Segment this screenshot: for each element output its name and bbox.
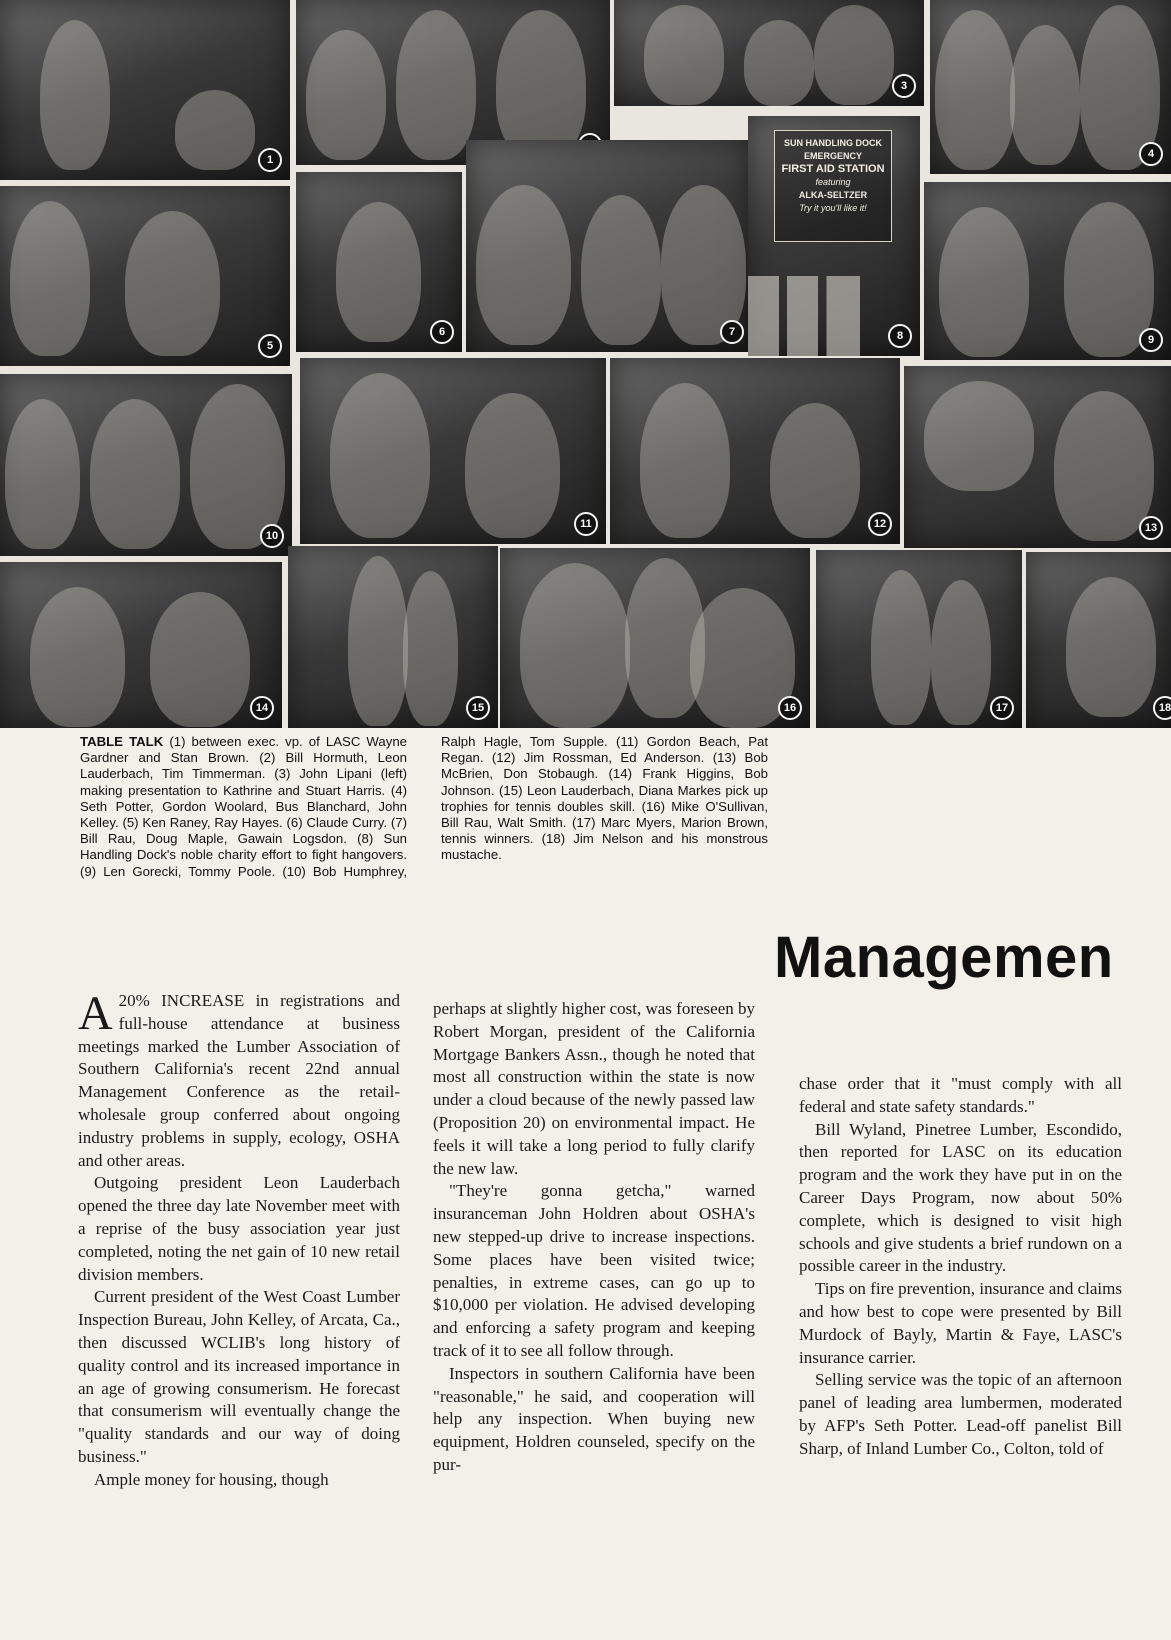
photo-number: 15 [466,696,490,720]
article-paragraph: Tips on fire prevention, insurance and claims and how best to cope were presented by Bill Murdock of Bayly, Martin & Faye, LASC's insurance carrier. [799,1279,1122,1367]
photo-7 [466,140,752,352]
photo-number: 8 [888,324,912,348]
article-paragraph: Inspectors in southern California have been "reasonable," he said, and cooperation will help any inspection. When buying new equipment, Holdren counseled, specify on the pur- [433,1363,755,1474]
article-column-3 [799,1073,1122,1461]
photo-4 [930,0,1171,174]
drop-cap: A [78,987,113,1040]
photo-3 [614,0,924,106]
photo-number: 10 [260,524,284,548]
photo-13 [904,366,1171,548]
photo-number: 17 [990,696,1014,720]
photo-number: 5 [258,334,282,358]
photo-11 [300,358,606,544]
photo-5 [0,186,290,366]
photo-18 [1026,552,1171,728]
photo-grid [0,0,1171,728]
article-column-1 [78,987,400,1492]
article-paragraph: chase order that it "must comply with all federal and state safety standards." [799,1074,1122,1116]
photo-number: 16 [778,696,802,720]
photo-number: 18 [1153,696,1171,720]
photo-number: 3 [892,74,916,98]
headline: Managemen [774,925,1114,990]
photo-number: 9 [1139,328,1163,352]
photo-9 [924,182,1171,360]
photo-caption [80,734,768,880]
article-column-2 [433,998,755,1477]
article-paragraph: "They're gonna getcha," warned insuranceman John Holdren about OSHA's new stepped-up drive to increase inspections. Some places have been visited twice; penalties, in extreme cases, can go up to $10,000 per violation. He advised developing and enforcing a safety program and keeping track of it to see all follow through. [433,1181,755,1360]
photo-number: 4 [1139,142,1163,166]
photo-6 [296,172,462,352]
photo-number: 12 [868,512,892,536]
article-paragraph: A 20% INCREASE in registrations and full-house attendance at business meetings marked the Lumber Association of Southern California's recent 22nd annual Management Conference as the retail-wholesale group conferred about ongoing industry problems in supply, ecology, OSHA and other areas. [78,987,400,1170]
photo-8 [748,116,920,356]
article-paragraph: Bill Wyland, Pinetree Lumber, Escondido, then reported for LASC on its education program and the work they have put in on the Career Days Program, now about 50% complete, which is designed to visit high schools and give students a brief rundown on a possible career in the industry. [799,1119,1122,1276]
article-paragraph: Outgoing president Leon Lauderbach opened the three day late November meet with a reprise of the busy association year just completed, noting the net gain of 10 new retail division members. [78,1173,400,1284]
photo-1 [0,0,290,180]
article-paragraph: perhaps at slightly higher cost, was foreseen by Robert Morgan, president of the California Mortgage Bankers Assn., though he noted that most all construction within the state is now under a cloud because of the newly passed law (Proposition 20) on environmental impact. He feels it will take a long period to fully clarify the new law. [433,999,755,1178]
article-paragraph: Selling service was the topic of an afternoon panel of leading area lumbermen, moderated by AFP's Seth Potter. Lead-off panelist Bill Sharp, of Inland Lumber Co., Colton, told of [799,1370,1122,1458]
first-aid-sign: SUN HANDLING DOCK EMERGENCY FIRST AID STATION featuring ALKA-SELTZER Try it you'll like it! [774,130,892,242]
photo-10 [0,374,292,556]
photo-number: 1 [258,148,282,172]
photo-16 [500,548,810,728]
caption-text: (1) between exec. vp. of LASC Wayne Gardner and Stan Brown. (2) Bill Hormuth, Leon Lauderbach, Tim Timmerman. (3) John Lipani (left) making presentation to Kathrine and Stuart Harris. (4) Seth Potter, Gordon Woolard, Bus Blanchard, John Kelley. (5) Ken Raney, Ray Hayes. (6) Claude Curry. (7) Bill Rau, Doug Maple, Gawain Logsdon. (8) Sun Handling Dock's noble charity effort to fight hangovers. (9) Len Gorecki, Tommy Poole. (10) Bob Humphrey, Ralph Hagle, Tom Supple. (11) Gordon Beach, Pat Regan. (12) Jim Rossman, Ed Anderson. (13) Bob McBrien, Don Stobaugh. (14) Frank Higgins, Bob Johnson. (15) Leon Lauderbach, Diana Markes pick up trophies for tennis doubles skill. (16) Mike O'Sullivan, Bill Rau, Walt Smith. (17) Marc Myers, Marion Brown, tennis winners. (18) Jim Nelson and his monstrous mustache. [80,734,768,879]
article-paragraph: Ample money for housing, though [94,1469,329,1489]
photo-14 [0,562,282,728]
caption-lead: TABLE TALK [80,734,164,749]
photo-15 [288,546,498,728]
photo-number: 7 [720,320,744,344]
photo-17 [816,550,1022,728]
photo-number: 11 [574,512,598,536]
article-paragraph: Current president of the West Coast Lumber Inspection Bureau, John Kelley, of Arcata, Ca., then discussed WCLIB's long history of quality control and its increased importance in an age of growing consumerism. He forecast that consumerism will eventually change the "quality standards and our way of doing business." [78,1287,400,1466]
photo-12 [610,358,900,544]
photo-number: 13 [1139,516,1163,540]
photo-number: 6 [430,320,454,344]
photo-number: 14 [250,696,274,720]
